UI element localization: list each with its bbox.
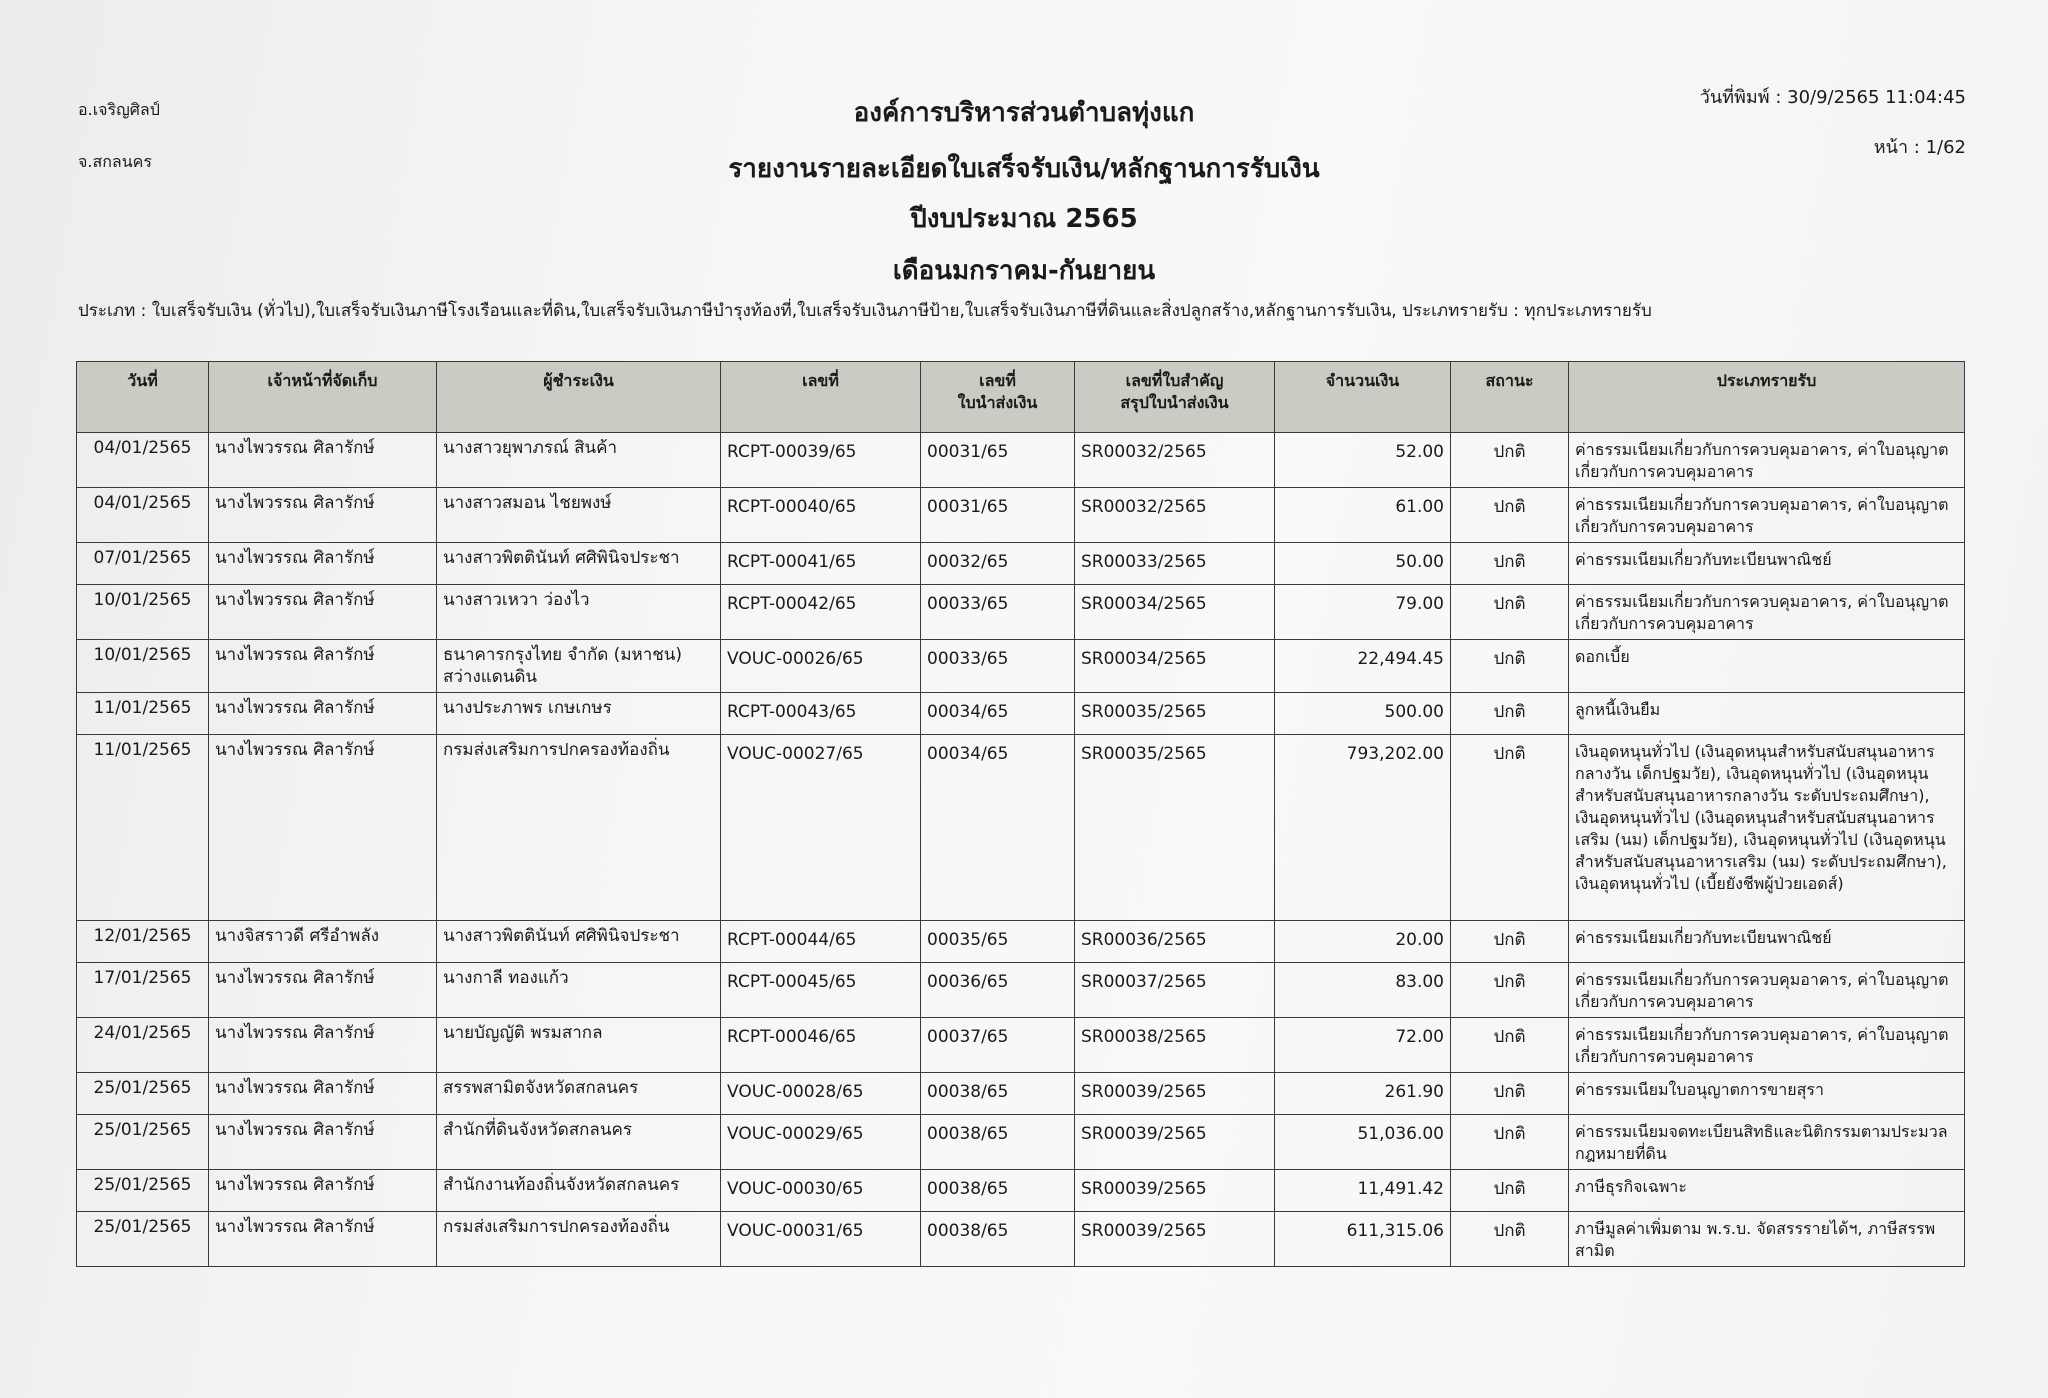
row-status: ปกติ — [1451, 1212, 1569, 1267]
col-header-payer: ผู้ชำระเงิน — [437, 362, 721, 433]
row-amount: 72.00 — [1275, 1018, 1451, 1073]
row-status: ปกติ — [1451, 1073, 1569, 1115]
province-label: จ.สกลนคร — [78, 152, 152, 171]
receipt-table — [76, 361, 1965, 1267]
fiscal-year: ปีงบประมาณ 2565 — [910, 204, 1138, 234]
row-payer: กรมส่งเสริมการปกครองท้องถิ่น — [437, 735, 721, 921]
table-row — [77, 921, 1965, 963]
row-deposit-no: 00031/65 — [921, 433, 1075, 488]
row-amount: 793,202.00 — [1275, 735, 1451, 921]
row-revenue-type: ค่าธรรมเนียมจดทะเบียนสิทธิและนิติกรรมตามประมวลกฎหมายที่ดิน — [1569, 1115, 1965, 1170]
row-deposit-no: 00037/65 — [921, 1018, 1075, 1073]
row-date: 25/01/2565 — [77, 1115, 209, 1170]
row-status: ปกติ — [1451, 543, 1569, 585]
row-voucher-no: SR00039/2565 — [1075, 1170, 1275, 1212]
row-amount: 61.00 — [1275, 488, 1451, 543]
row-amount: 20.00 — [1275, 921, 1451, 963]
row-revenue-type: ค่าธรรมเนียมเกี่ยวกับการควบคุมอาคาร, ค่าใบอนุญาตเกี่ยวกับการควบคุมอาคาร — [1569, 488, 1965, 543]
row-receipt-no: RCPT-00040/65 — [721, 488, 921, 543]
row-status: ปกติ — [1451, 1115, 1569, 1170]
row-status: ปกติ — [1451, 640, 1569, 693]
row-receipt-no: VOUC-00031/65 — [721, 1212, 921, 1267]
row-amount: 611,315.06 — [1275, 1212, 1451, 1267]
table-row — [77, 1073, 1965, 1115]
row-voucher-no: SR00034/2565 — [1075, 585, 1275, 640]
row-receipt-no: RCPT-00039/65 — [721, 433, 921, 488]
type-filter-line: ประเภท : ใบเสร็จรับเงิน (ทั่วไป),ใบเสร็จรับเงินภาษีโรงเรือนและที่ดิน,ใบเสร็จรับเงินภาษีบำรุงท้องที่,ใบเสร็จรับเงินภาษีป้าย,ใบเสร็จรับเงินภาษีที่ดินและสิ่งปลูกสร้าง,หลักฐานการรับเงิน, ประเภทรายรับ : ทุกประเภทรายรับ — [78, 301, 1652, 321]
row-payer: นางสาวพิตตินันท์ ศศิพินิจประชา — [437, 921, 721, 963]
row-deposit-no: 00033/65 — [921, 640, 1075, 693]
row-revenue-type: ลูกหนี้เงินยืม — [1569, 693, 1965, 735]
row-voucher-no: SR00033/2565 — [1075, 543, 1275, 585]
row-officer: นางไพวรรณ ศิลารักษ์ — [209, 693, 437, 735]
table-row — [77, 543, 1965, 585]
row-status: ปกติ — [1451, 693, 1569, 735]
table-row — [77, 963, 1965, 1018]
row-date: 24/01/2565 — [77, 1018, 209, 1073]
row-payer: นางสาวเหวา ว่องไว — [437, 585, 721, 640]
col-header-voucher-no-label: เลขที่ใบสำคัญ สรุปใบนำส่งเงิน — [1120, 371, 1229, 412]
row-payer: สรรพสามิตจังหวัดสกลนคร — [437, 1073, 721, 1115]
row-payer: นางสาวสมอน ไชยพงษ์ — [437, 488, 721, 543]
org-name: องค์การบริหารส่วนตำบลทุ่งแก — [853, 98, 1195, 128]
row-voucher-no: SR00038/2565 — [1075, 1018, 1275, 1073]
row-amount: 500.00 — [1275, 693, 1451, 735]
row-voucher-no: SR00032/2565 — [1075, 488, 1275, 543]
col-header-number: เลขที่ — [721, 362, 921, 433]
row-amount: 83.00 — [1275, 963, 1451, 1018]
table-row — [77, 1212, 1965, 1267]
row-officer: นางไพวรรณ ศิลารักษ์ — [209, 1115, 437, 1170]
col-header-revenue-type: ประเภทรายรับ — [1569, 362, 1965, 433]
row-revenue-type: ค่าธรรมเนียมใบอนุญาตการขายสุรา — [1569, 1073, 1965, 1115]
table-row — [77, 585, 1965, 640]
print-date: วันที่พิมพ์ : 30/9/2565 11:04:45 — [1699, 87, 1966, 108]
page-number: หน้า : 1/62 — [1873, 137, 1966, 158]
row-revenue-type: ดอกเบี้ย — [1569, 640, 1965, 693]
row-revenue-type: ค่าธรรมเนียมเกี่ยวกับการควบคุมอาคาร, ค่าใบอนุญาตเกี่ยวกับการควบคุมอาคาร — [1569, 433, 1965, 488]
row-voucher-no: SR00034/2565 — [1075, 640, 1275, 693]
row-date: 25/01/2565 — [77, 1170, 209, 1212]
report-title: รายงานรายละเอียดใบเสร็จรับเงิน/หลักฐานการรับเงิน — [728, 154, 1320, 184]
row-status: ปกติ — [1451, 921, 1569, 963]
row-deposit-no: 00031/65 — [921, 488, 1075, 543]
row-payer: นางกาลี ทองแก้ว — [437, 963, 721, 1018]
table-row — [77, 1018, 1965, 1073]
row-voucher-no: SR00036/2565 — [1075, 921, 1275, 963]
row-officer: นางไพวรรณ ศิลารักษ์ — [209, 433, 437, 488]
row-status: ปกติ — [1451, 963, 1569, 1018]
col-header-officer: เจ้าหน้าที่จัดเก็บ — [209, 362, 437, 433]
row-revenue-type: ค่าธรรมเนียมเกี่ยวกับทะเบียนพาณิชย์ — [1569, 543, 1965, 585]
row-officer: นางไพวรรณ ศิลารักษ์ — [209, 1170, 437, 1212]
table-row — [77, 1115, 1965, 1170]
row-receipt-no: VOUC-00026/65 — [721, 640, 921, 693]
row-receipt-no: RCPT-00041/65 — [721, 543, 921, 585]
row-officer: นางไพวรรณ ศิลารักษ์ — [209, 488, 437, 543]
row-revenue-type: ค่าธรรมเนียมเกี่ยวกับการควบคุมอาคาร, ค่าใบอนุญาตเกี่ยวกับการควบคุมอาคาร — [1569, 1018, 1965, 1073]
row-payer: นางสาวพิตตินันท์ ศศิพินิจประชา — [437, 543, 721, 585]
col-header-status: สถานะ — [1451, 362, 1569, 433]
row-status: ปกติ — [1451, 1170, 1569, 1212]
row-deposit-no: 00038/65 — [921, 1073, 1075, 1115]
row-date: 12/01/2565 — [77, 921, 209, 963]
row-officer: นางไพวรรณ ศิลารักษ์ — [209, 1212, 437, 1267]
row-deposit-no: 00035/65 — [921, 921, 1075, 963]
row-receipt-no: RCPT-00043/65 — [721, 693, 921, 735]
row-amount: 51,036.00 — [1275, 1115, 1451, 1170]
row-receipt-no: RCPT-00044/65 — [721, 921, 921, 963]
row-amount: 79.00 — [1275, 585, 1451, 640]
row-date: 25/01/2565 — [77, 1073, 209, 1115]
row-revenue-type: ภาษีมูลค่าเพิ่มตาม พ.ร.บ. จัดสรรรายได้ฯ, ภาษีสรรพสามิต — [1569, 1212, 1965, 1267]
row-deposit-no: 00038/65 — [921, 1170, 1075, 1212]
row-payer: นายบัญญัติ พรมสากล — [437, 1018, 721, 1073]
row-receipt-no: VOUC-00027/65 — [721, 735, 921, 921]
row-officer: นางไพวรรณ ศิลารักษ์ — [209, 1073, 437, 1115]
row-deposit-no: 00036/65 — [921, 963, 1075, 1018]
row-receipt-no: VOUC-00028/65 — [721, 1073, 921, 1115]
row-payer: นางสาวยุพาภรณ์ สินค้า — [437, 433, 721, 488]
row-date: 11/01/2565 — [77, 693, 209, 735]
row-status: ปกติ — [1451, 433, 1569, 488]
row-receipt-no: RCPT-00045/65 — [721, 963, 921, 1018]
row-officer: นางไพวรรณ ศิลารักษ์ — [209, 1018, 437, 1073]
row-status: ปกติ — [1451, 735, 1569, 921]
row-deposit-no: 00034/65 — [921, 693, 1075, 735]
row-revenue-type: ค่าธรรมเนียมเกี่ยวกับการควบคุมอาคาร, ค่าใบอนุญาตเกี่ยวกับการควบคุมอาคาร — [1569, 585, 1965, 640]
row-voucher-no: SR00037/2565 — [1075, 963, 1275, 1018]
table-row — [77, 1170, 1965, 1212]
row-officer: นางไพวรรณ ศิลารักษ์ — [209, 543, 437, 585]
col-header-amount: จำนวนเงิน — [1275, 362, 1451, 433]
row-voucher-no: SR00035/2565 — [1075, 735, 1275, 921]
row-amount: 50.00 — [1275, 543, 1451, 585]
col-header-deposit-no — [921, 362, 1075, 433]
row-status: ปกติ — [1451, 1018, 1569, 1073]
row-receipt-no: RCPT-00042/65 — [721, 585, 921, 640]
row-revenue-type: เงินอุดหนุนทั่วไป (เงินอุดหนุนสำหรับสนับสนุนอาหารกลางวัน เด็กปฐมวัย), เงินอุดหนุนทั่วไป (เงินอุดหนุนสำหรับสนับสนุนอาหารกลางวัน ระดับประถมศึกษา), เงินอุดหนุนทั่วไป (เงินอุดหนุนสำหรับสนับสนุนอาหารเสริม (นม) เด็กปฐมวัย), เงินอุดหนุนทั่วไป (เงินอุดหนุนสำหรับสนับสนุนอาหารเสริม (นม) ระดับประถมศึกษา), เงินอุดหนุนทั่วไป (เบี้ยยังชีพผู้ป่วยเอดส์) — [1569, 735, 1965, 921]
table-row — [77, 488, 1965, 543]
row-officer: นางไพวรรณ ศิลารักษ์ — [209, 735, 437, 921]
row-date: 07/01/2565 — [77, 543, 209, 585]
row-date: 04/01/2565 — [77, 488, 209, 543]
row-amount: 52.00 — [1275, 433, 1451, 488]
table-header-row — [77, 362, 1965, 433]
table-row — [77, 433, 1965, 488]
row-revenue-type: ภาษีธุรกิจเฉพาะ — [1569, 1170, 1965, 1212]
row-date: 04/01/2565 — [77, 433, 209, 488]
row-voucher-no: SR00039/2565 — [1075, 1115, 1275, 1170]
row-status: ปกติ — [1451, 488, 1569, 543]
row-voucher-no: SR00035/2565 — [1075, 693, 1275, 735]
row-voucher-no: SR00032/2565 — [1075, 433, 1275, 488]
row-amount: 261.90 — [1275, 1073, 1451, 1115]
table-row — [77, 735, 1965, 921]
row-deposit-no: 00032/65 — [921, 543, 1075, 585]
row-payer: สำนักที่ดินจังหวัดสกลนคร — [437, 1115, 721, 1170]
row-date: 10/01/2565 — [77, 640, 209, 693]
row-amount: 11,491.42 — [1275, 1170, 1451, 1212]
row-receipt-no: VOUC-00030/65 — [721, 1170, 921, 1212]
row-receipt-no: VOUC-00029/65 — [721, 1115, 921, 1170]
report-period: เดือนมกราคม-กันยายน — [892, 256, 1156, 286]
row-payer: ธนาคารกรุงไทย จำกัด (มหาชน) สว่างแดนดิน — [437, 640, 721, 693]
table-row — [77, 693, 1965, 735]
row-date: 10/01/2565 — [77, 585, 209, 640]
row-date: 17/01/2565 — [77, 963, 209, 1018]
row-status: ปกติ — [1451, 585, 1569, 640]
col-header-date: วันที่ — [77, 362, 209, 433]
row-voucher-no: SR00039/2565 — [1075, 1212, 1275, 1267]
row-officer: นางไพวรรณ ศิลารักษ์ — [209, 640, 437, 693]
row-deposit-no: 00034/65 — [921, 735, 1075, 921]
row-deposit-no: 00038/65 — [921, 1212, 1075, 1267]
row-deposit-no: 00033/65 — [921, 585, 1075, 640]
row-date: 25/01/2565 — [77, 1212, 209, 1267]
col-header-voucher-no — [1075, 362, 1275, 433]
row-payer: นางประภาพร เกษเกษร — [437, 693, 721, 735]
row-receipt-no: RCPT-00046/65 — [721, 1018, 921, 1073]
row-deposit-no: 00038/65 — [921, 1115, 1075, 1170]
row-payer: สำนักงานท้องถิ่นจังหวัดสกลนคร — [437, 1170, 721, 1212]
table-row — [77, 640, 1965, 693]
row-amount: 22,494.45 — [1275, 640, 1451, 693]
row-officer: นางไพวรรณ ศิลารักษ์ — [209, 585, 437, 640]
row-officer: นางไพวรรณ ศิลารักษ์ — [209, 963, 437, 1018]
row-payer: กรมส่งเสริมการปกครองท้องถิ่น — [437, 1212, 721, 1267]
col-header-deposit-no-label: เลขที่ ใบนำส่งเงิน — [957, 371, 1038, 412]
row-revenue-type: ค่าธรรมเนียมเกี่ยวกับทะเบียนพาณิชย์ — [1569, 921, 1965, 963]
row-voucher-no: SR00039/2565 — [1075, 1073, 1275, 1115]
row-date: 11/01/2565 — [77, 735, 209, 921]
row-revenue-type: ค่าธรรมเนียมเกี่ยวกับการควบคุมอาคาร, ค่าใบอนุญาตเกี่ยวกับการควบคุมอาคาร — [1569, 963, 1965, 1018]
row-officer: นางจิสราวดี ศรีอำพลัง — [209, 921, 437, 963]
district-label: อ.เจริญศิลป์ — [78, 100, 160, 119]
